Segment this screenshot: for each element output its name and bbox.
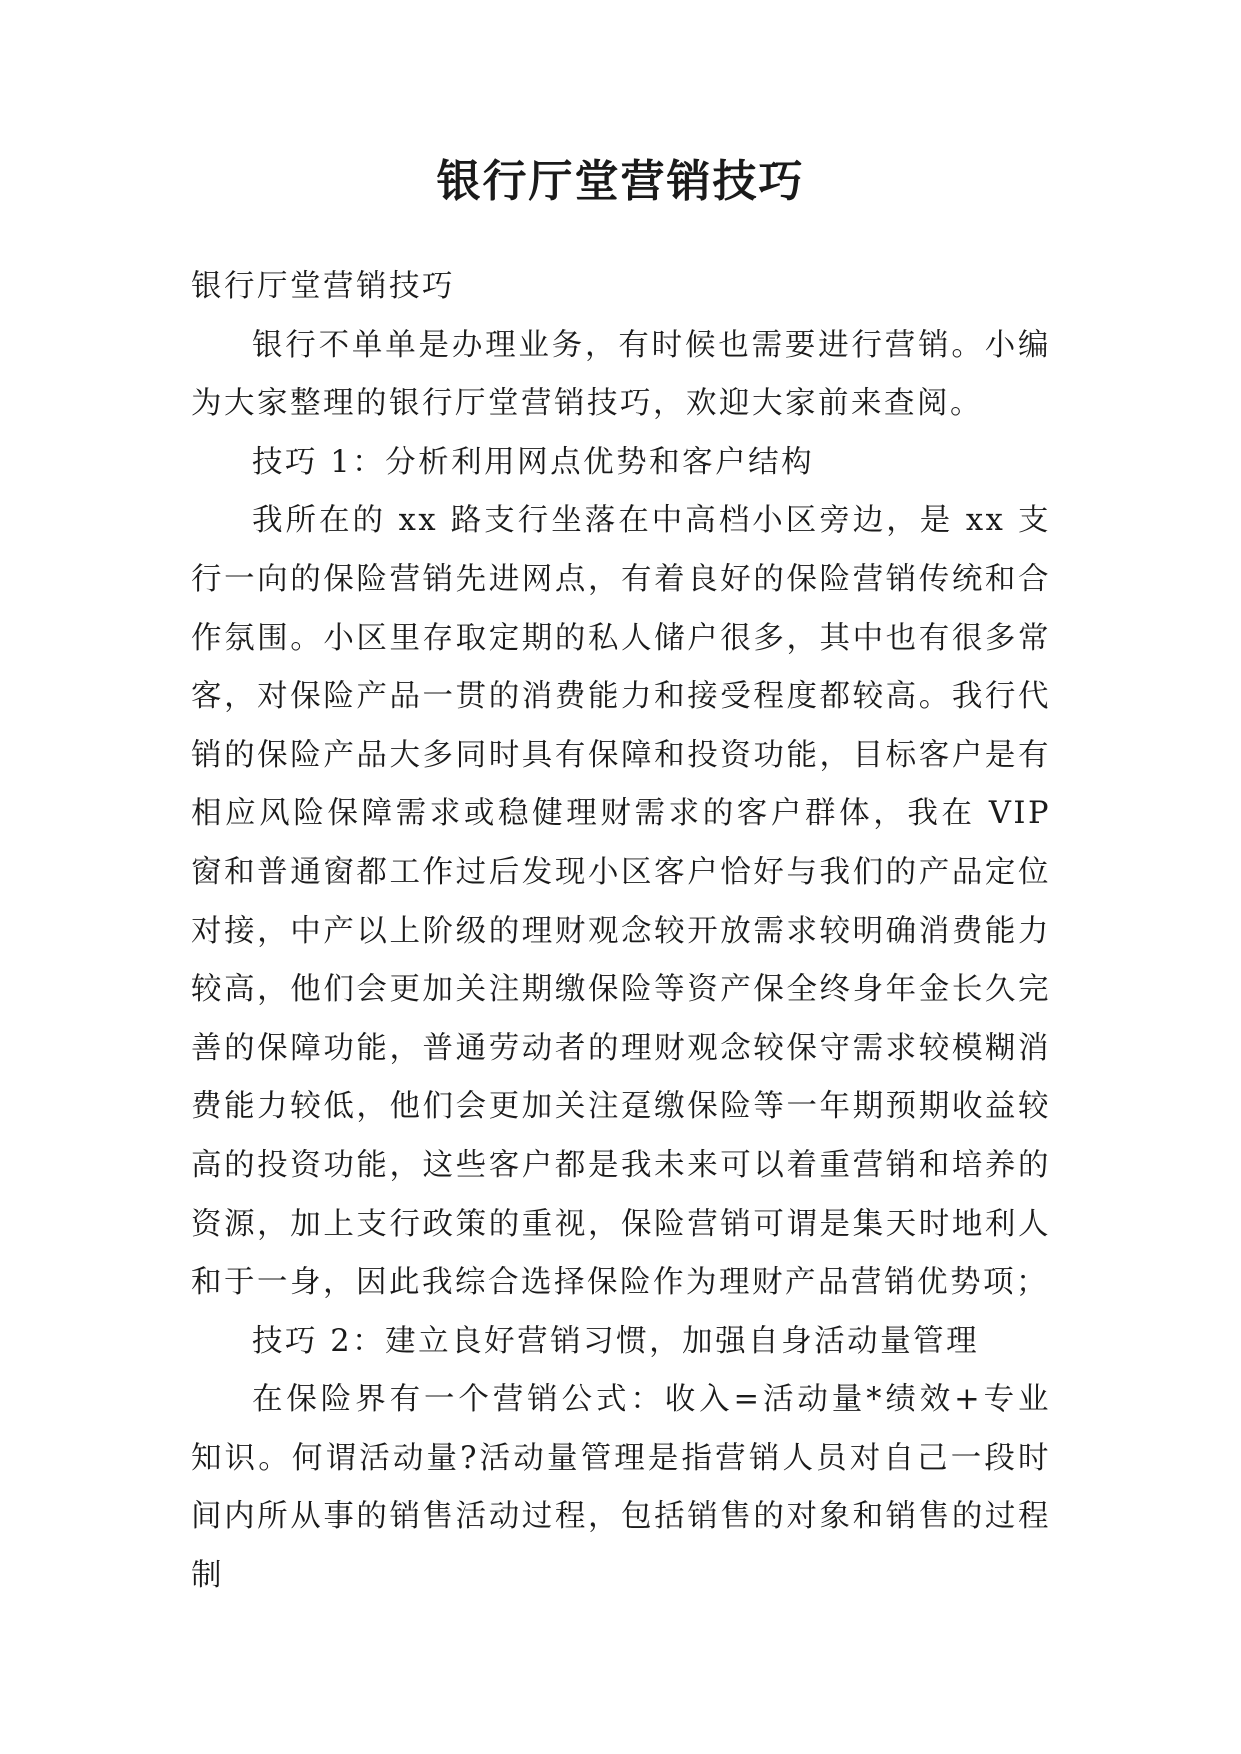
document-body xyxy=(191,258,1051,1606)
paragraph-intro: 银行不单单是办理业务，有时候也需要进行营销。小编为大家整理的银行厅堂营销技巧，欢迎大家前来查阅。 xyxy=(191,327,1051,422)
paragraph-subtitle: 银行厅堂营销技巧 xyxy=(191,269,455,304)
heading-tip-1: 技巧 1：分析利用网点优势和客户结构 xyxy=(252,444,815,480)
heading-tip-2: 技巧 2：建立良好营销习惯，加强自身活动量管理 xyxy=(252,1323,980,1359)
paragraph-tip-1-body: 我所在的 xx 路支行坐落在中高档小区旁边，是 xx 支行一向的保险营销先进网点，有着良好的保险营销传统和合作氛围。小区里存取定期的私人储户很多，其中也有很多常客，对保险产品一贯的消费能力和接受程度都较高。我行代销的保险产品大多同时具有保障和投资功能，目标客户是有相应风险保障需求或稳健理财需求的客户群体，我在 VIP 窗和普通窗都工作过后发现小区客户恰好与我们的产品定位对接，中产以上阶级的理财观念较开放需求较明确消费能力较高，他们会更加关注期缴保险等资产保全终身年金长久完善的保障功能，普通劳动者的理财观念较保守需求较模糊消费能力较低，他们会更加关注趸缴保险等一年期预期收益较高的投资功能，这些客户都是我未来可以着重营销和培养的资源，加上支行政策的重视，保险营销可谓是集天时地利人和于一身，因此我综合选择保险作为理财产品营销优势项； xyxy=(191,503,1051,1301)
document-title: 银行厅堂营销技巧 xyxy=(436,156,805,207)
paragraph-tip-2-body: 在保险界有一个营销公式：收入=活动量*绩效+专业知识。何谓活动量?活动量管理是指营销人员对自己一段时间内所从事的销售活动过程，包括销售的对象和销售的过程制 xyxy=(191,1382,1051,1594)
